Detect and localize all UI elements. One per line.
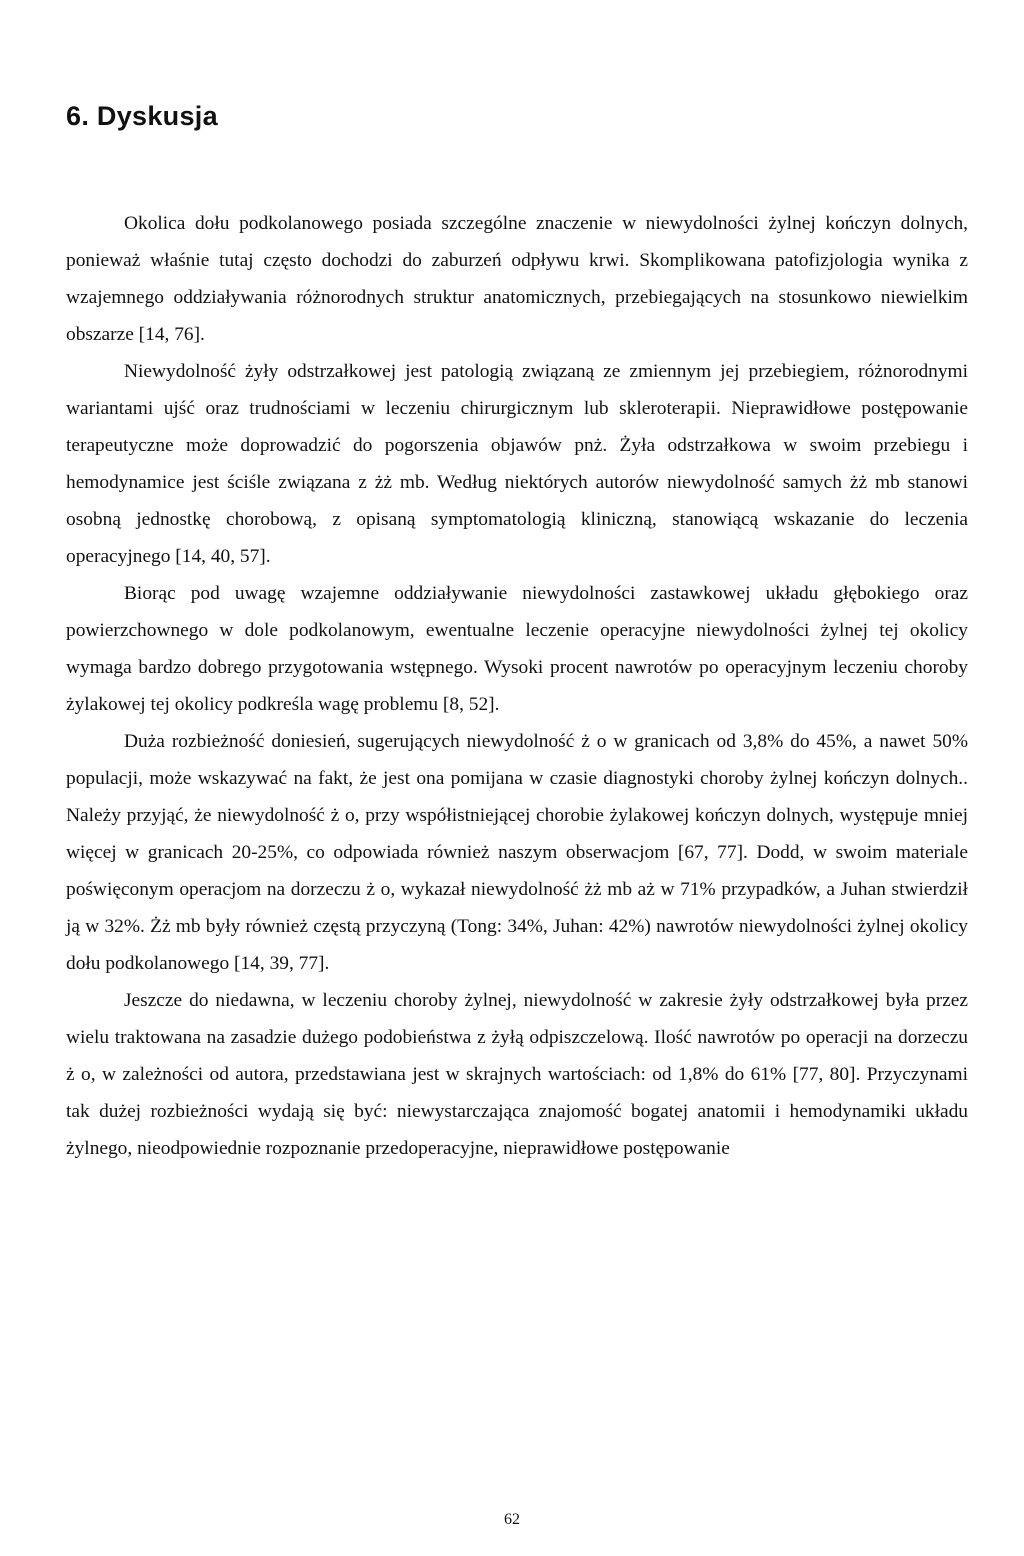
- paragraph: Biorąc pod uwagę wzajemne oddziaływanie niewydolności zastawkowej układu głębokiego oraz powierzchownego w dole podkolanowym, ewentualne leczenie operacyjne niewydolności żylnej tej okolicy wymaga bardzo dobrego przygotowania wstępnego. Wysoki procent nawrotów po operacyjnym leczeniu choroby żylakowej tej okolicy podkreśla wagę problemu [8, 52].: [66, 583, 968, 715]
- paragraph: Jeszcze do niedawna, w leczeniu choroby żylnej, niewydolność w zakresie żyły odstrzałkowej była przez wielu traktowana na zasadzie dużego podobieństwa z żyłą odpiszczelową. Ilość nawrotów po operacji na dorzeczu ż o, w zależności od autora, przedstawiana jest w skrajnych wartościach: od 1,8% do 61% [77, 80]. Przyczynami tak dużej rozbieżności wydają się być: niewystarczająca znajomość bogatej anatomii i hemodynamiki układu żylnego, nieodpowiednie rozpoznanie przedoperacyjne, nieprawidłowe postępowanie: [66, 990, 968, 1159]
- page-number: 62: [504, 1511, 520, 1528]
- section-heading: 6. Dyskusja: [66, 101, 218, 131]
- body-text: [66, 205, 968, 1167]
- paragraph: Duża rozbieżność doniesień, sugerujących niewydolność ż o w granicach od 3,8% do 45%, a nawet 50% populacji, może wskazywać na fakt, że jest ona pomijana w czasie diagnostyki choroby żylnej kończyn dolnych.. Należy przyjąć, że niewydolność ż o, przy współistniejącej chorobie żylakowej kończyn dolnych, występuje mniej więcej w granicach 20-25%, co odpowiada również naszym obserwacjom [67, 77]. Dodd, w swoim materiale poświęconym operacjom na dorzeczu ż o, wykazał niewydolność żż mb aż w 71% przypadków, a Juhan stwierdził ją w 32%. Żż mb były również częstą przyczyną (Tong: 34%, Juhan: 42%) nawrotów niewydolności żylnej okolicy dołu podkolanowego [14, 39, 77].: [66, 731, 968, 974]
- paragraph: Okolica dołu podkolanowego posiada szczególne znaczenie w niewydolności żylnej kończyn dolnych, ponieważ właśnie tutaj często dochodzi do zaburzeń odpływu krwi. Skomplikowana patofizjologia wynika z wzajemnego oddziaływania różnorodnych struktur anatomicznych, przebiegających na stosunkowo niewielkim obszarze [14, 76].: [66, 213, 968, 345]
- paragraph: Niewydolność żyły odstrzałkowej jest patologią związaną ze zmiennym jej przebiegiem, różnorodnymi wariantami ujść oraz trudnościami w leczeniu chirurgicznym lub skleroterapii. Nieprawidłowe postępowanie terapeutyczne może doprowadzić do pogorszenia objawów pnż. Żyła odstrzałkowa w swoim przebiegu i hemodynamice jest ściśle związana z żż mb. Według niektórych autorów niewydolność samych żż mb stanowi osobną jednostkę chorobową, z opisaną symptomatologią kliniczną, stanowiącą wskazanie do leczenia operacyjnego [14, 40, 57].: [66, 361, 968, 567]
